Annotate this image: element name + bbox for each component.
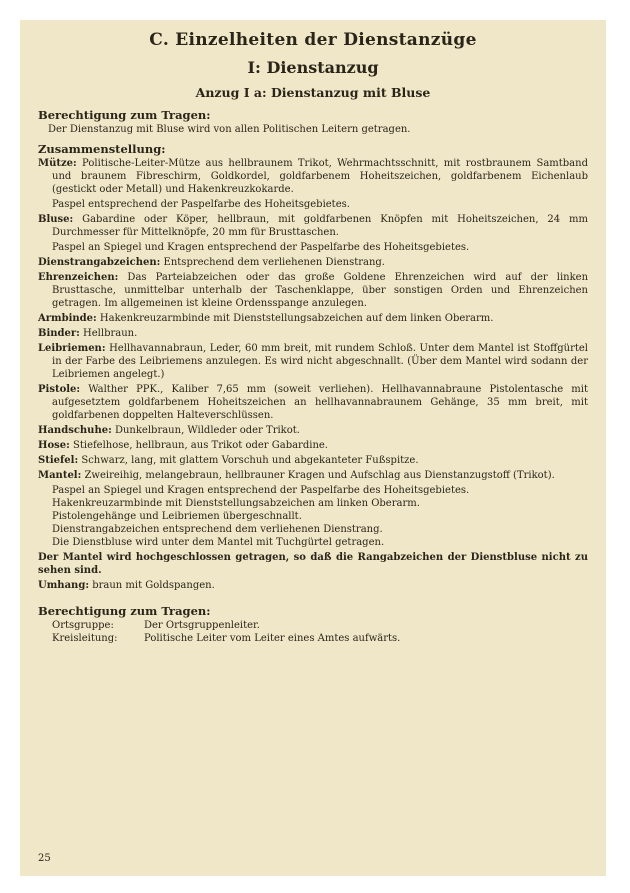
item-text: Hellbraun. — [83, 328, 138, 339]
eligibility-heading-2: Berechtigung zum Tragen: — [38, 604, 211, 618]
item-bluse-extra: Paspel an Spiegel und Kragen entsprechend der Paspelfarbe des Hoheitsgebietes. — [52, 242, 470, 253]
composition-heading: Zusammenstellung: — [38, 142, 166, 156]
item-text: Das Parteiabzeichen oder das große Goldene Ehrenzeichen wird auf der linken Brusttasche, unmittelbar unterhalb der Taschenklappe, über sonstigen Orden und Ehrenzeichen getragen. Im allgemeinen ist kleine Ordensspange anzulegen. — [52, 272, 589, 309]
item-armbinde — [38, 312, 588, 325]
item-label: Leibriemen: — [38, 343, 106, 354]
item-label: Mütze: — [38, 158, 77, 169]
item-binder — [38, 327, 588, 340]
item-text: Walther PPK., Kaliber 7,65 mm (soweit verliehen). Hellhavannabraune Pistolentasche mit aufgesetztem goldfarbenem Hoheitszeichen an hellhavannabraunem Gehänge, 35 mm breit, mit goldfarbenen doppelten Halteverschlüssen. — [52, 384, 588, 421]
item-label: Binder: — [38, 328, 80, 339]
mantel-line: Dienstrangabzeichen entsprechend dem verliehenen Dienstrang. — [52, 524, 383, 535]
item-text: Entsprechend dem verliehenen Dienstrang. — [163, 257, 385, 268]
eligibility-row — [38, 619, 588, 632]
item-ehrenzeichen — [38, 271, 588, 310]
document-page — [20, 20, 606, 876]
item-text: Hellhavannabraun, Leder, 60 mm breit, mit rundem Schloß. Unter dem Mantel ist Stoffgürtel in der Farbe des Leibriemens anzulegen. Es wird nicht abgeschnallt. (Über dem Mantel wird sodann der Leibriemen angelegt.) — [52, 343, 588, 380]
item-bluse — [38, 213, 588, 239]
item-muetze-extra: Paspel entsprechend der Paspelfarbe des Hoheitsgebietes. — [52, 199, 350, 210]
item-handschuhe — [38, 424, 588, 437]
row-label: Kreisleitung: — [52, 633, 118, 644]
item-dienstrang — [38, 256, 588, 269]
item-umhang — [38, 579, 588, 592]
eligibility-text: Der Dienstanzug mit Bluse wird von allen Politischen Leitern getragen. — [48, 124, 411, 135]
item-label: Umhang: — [38, 580, 90, 591]
item-label: Armbinde: — [38, 313, 97, 324]
item-label: Stiefel: — [38, 455, 79, 466]
item-label: Bluse: — [38, 214, 74, 225]
eligibility-heading: Berechtigung zum Tragen: — [38, 108, 211, 122]
eligibility-row — [38, 632, 588, 645]
item-text: Stiefelhose, hellbraun, aus Trikot oder Gabardine. — [73, 440, 328, 451]
item-leibriemen — [38, 342, 588, 381]
mantel-line: Hakenkreuzarmbinde mit Dienststellungsabzeichen am linken Oberarm. — [52, 498, 420, 509]
item-stiefel — [38, 454, 588, 467]
item-text: Zweireihig, melangebraun, hellbrauner Kragen und Aufschlag aus Dienstanzugstoff (Trikot). — [84, 470, 555, 481]
item-label: Mantel: — [38, 470, 82, 481]
item-hose — [38, 439, 588, 452]
item-text: Dunkelbraun, Wildleder oder Trikot. — [114, 425, 300, 436]
item-text: Schwarz, lang, mit glattem Vorschuh und abgekanteter Fußspitze. — [81, 455, 419, 466]
item-label: Dienstrangabzeichen: — [38, 257, 161, 268]
subsection-title: Anzug I a: Dienstanzug mit Bluse — [195, 85, 431, 100]
row-label: Ortsgruppe: — [52, 620, 114, 631]
item-text: Gabardine oder Köper, hellbraun, mit goldfarbenen Knöpfen mit Hoheitszeichen, 24 mm Durchmesser für Mittelknöpfe, 20 mm für Brusttaschen. — [52, 214, 588, 238]
mantel-line: Pistolengehänge und Leibriemen übergeschnallt. — [52, 511, 302, 522]
item-label: Ehrenzeichen: — [38, 272, 119, 283]
item-muetze — [38, 157, 588, 196]
item-label: Hose: — [38, 440, 70, 451]
item-mantel — [38, 469, 588, 482]
item-text: Politische-Leiter-Mütze aus hellbraunem Trikot, Wehrmachtsschnitt, mit rostbraunem Samtband und braunem Fibreschirm, Goldkordel, goldfarbenem Hoheitszeichen, goldfarbenem Eichenlaub (gestickt oder Metall) und Hakenkreuzkokarde. — [52, 158, 588, 195]
item-label: Handschuhe: — [38, 425, 112, 436]
mantel-note: Der Mantel wird hochgeschlossen getragen, so daß die Rangabzeichen der Dienstbluse nicht zu sehen sind. — [38, 552, 588, 576]
page-title: C. Einzelheiten der Dienstanzüge — [149, 30, 477, 50]
mantel-line: Die Dienstbluse wird unter dem Mantel mit Tuchgürtel getragen. — [52, 537, 385, 548]
item-text: Hakenkreuzarmbinde mit Dienststellungsabzeichen auf dem linken Oberarm. — [99, 313, 494, 324]
row-value: Der Ortsgruppenleiter. — [144, 620, 260, 631]
item-text: braun mit Goldspangen. — [92, 580, 215, 591]
row-value: Politische Leiter vom Leiter eines Amtes aufwärts. — [144, 633, 401, 644]
item-label: Pistole: — [38, 384, 81, 395]
section-title: I: Dienstanzug — [247, 58, 379, 77]
page-number: 25 — [38, 853, 51, 864]
mantel-line: Paspel an Spiegel und Kragen entsprechend der Paspelfarbe des Hoheitsgebietes. — [52, 485, 470, 496]
item-pistole — [38, 383, 588, 422]
